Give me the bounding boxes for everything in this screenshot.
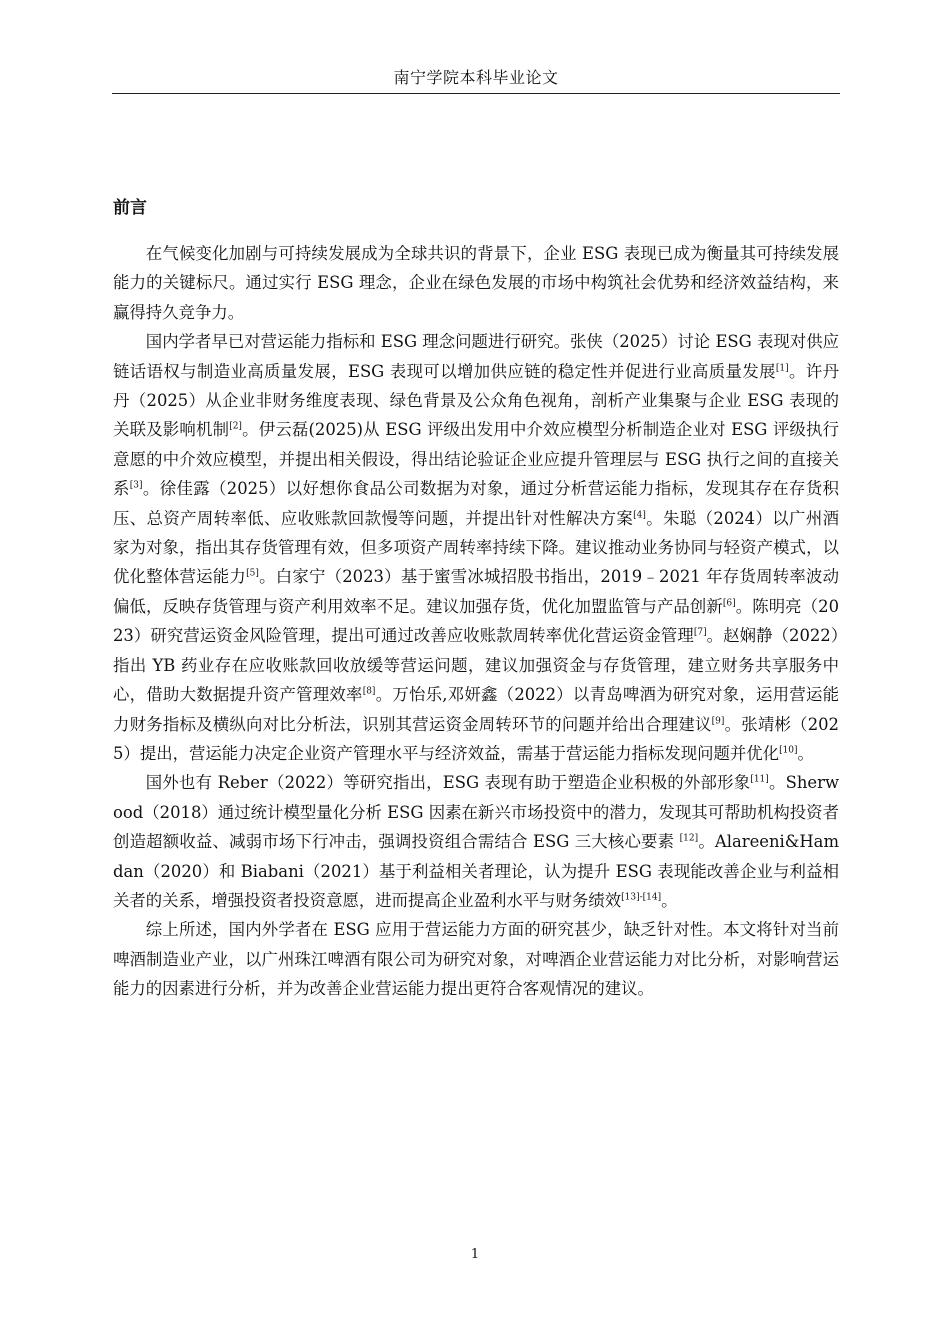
citation-marker: [8]: [362, 686, 376, 697]
citation-marker: [1]: [775, 362, 789, 373]
paragraph-text: 。: [797, 743, 814, 763]
citation-marker: [11]: [750, 774, 769, 785]
paragraph-text: 。陈明亮（2023）研究营运资金风险管理，提出可通过改善应收账款周转率优化营运资金管理: [113, 596, 840, 646]
citation-marker: [12]: [679, 833, 699, 844]
paragraph: [113, 327, 839, 768]
paragraph-text: 。许丹丹（2025）从企业非财务维度表现、绿色背景及公众角色视角，剖析产业集聚与企业 ESG 表现的关联及影响机制: [113, 361, 840, 440]
paragraph-text: 。: [661, 890, 678, 910]
paragraph-text: 。Sherwood（2018）通过统计模型量化分析 ESG 因素在新兴市场投资中的潜力，发现其可帮助机构投资者创造超额收益、减弱市场下行冲击，强调投资组合需结合 ESG 三大核心要素: [113, 773, 839, 852]
paragraph-text: 。赵娴静（2022）指出 YB 药业存在应收账款回收放缓等营运问题，建议加强资金与存货管理，建立财务共享服务中心，借助大数据提升资产管理效率: [113, 626, 840, 705]
paragraph-text: 综上所述，国内外学者在 ESG 应用于营运能力方面的研究甚少，缺乏针对性。本文将针对当前啤酒制造业产业，以广州珠江啤酒有限公司为研究对象，对啤酒企业营运能力对比分析，对影响营运能力的因素进行分析，并为改善企业营运能力提出更符合客观情况的建议。: [113, 920, 839, 999]
paragraph-text: 国内学者早已对营运能力指标和 ESG 理念问题进行研究。张侠（2025）讨论 ESG 表现对供应链话语权与制造业高质量发展，ESG 表现可以增加供应链的稳定性并促进行业高质量发展: [113, 332, 839, 381]
paragraph-text: 。万怡乐,邓妍鑫（2022）以青岛啤酒为研究对象，运用营运能力财务指标及横纵向对比分析法，识别其营运资金周转环节的问题并给出合理建议: [113, 685, 840, 734]
paragraph-text: 。伊云磊(2025)从 ESG 评级出发用中介效应模型分析制造企业对 ESG 评级执行意愿的中介效应模型，并提出相关假设，得出结论验证企业应提升管理层与 ESG 执行之间的直接关系: [113, 420, 840, 499]
body-text: [113, 239, 839, 1004]
citation-marker: [3]: [129, 480, 143, 491]
paragraph-text: 。徐佳露（2025）以好想你食品公司数据为对象，通过分析营运能力指标，发现其存在存货积压、总资产周转率低、应收账款回款慢等问题，并提出针对性解决方案: [113, 479, 839, 528]
citation-marker: [2]: [229, 421, 242, 432]
paragraph-text: 。朱聪（2024）以广州酒家为对象，指出其存货管理有效，但多项资产周转率持续下降。建议推动业务协同与轻资产模式，以优化整体营运能力: [113, 508, 839, 587]
citation-marker: [13]-[14]: [621, 892, 662, 903]
header-rule: [112, 93, 840, 94]
citation-marker: [4]: [633, 509, 646, 520]
citation-marker: [5]: [246, 568, 259, 579]
paragraph: [113, 915, 839, 1003]
page-number: 1: [470, 1247, 480, 1262]
paragraph: [113, 768, 839, 915]
citation-marker: [6]: [722, 598, 736, 609]
citation-marker: [10]: [779, 745, 798, 756]
paragraph-text: 。Alareeni&Hamdan（2020）和 Biabani（2021）基于利益相关者理论，认为提升 ESG 表现能改善企业与利益相关者的关系，增强投资者投资意愿，进而提高企业盈利水平与财务绩效: [113, 832, 839, 910]
running-header: 南宁学院本科毕业论文: [393, 68, 559, 87]
citation-marker: [7]: [693, 627, 707, 638]
paragraph-text: 。白家宁（2023）基于蜜雪冰城招股书指出，2019﹣2021 年存货周转率波动偏低，反映存货管理与资产利用效率不足。建议加强存货，优化加盟监管与产品创新: [113, 567, 840, 616]
citation-marker: [9]: [711, 715, 725, 726]
paragraph: [113, 239, 839, 327]
paragraph-text: 国外也有 Reber（2022）等研究指出，ESG 表现有助于塑造企业积极的外部形象: [145, 773, 751, 793]
section-heading: 前言: [113, 198, 147, 218]
paragraph-text: 在气候变化加剧与可持续发展成为全球共识的背景下，企业 ESG 表现已成为衡量其可持续发展能力的关键标尺。通过实行 ESG 理念，企业在绿色发展的市场中构筑社会优势和经济效益结构，来赢得持久竞争力。: [113, 244, 839, 322]
paragraph-text: 。张靖彬（2025）提出，营运能力决定企业资产管理水平与经济效益，需基于营运能力指标发现问题并优化: [113, 714, 839, 763]
